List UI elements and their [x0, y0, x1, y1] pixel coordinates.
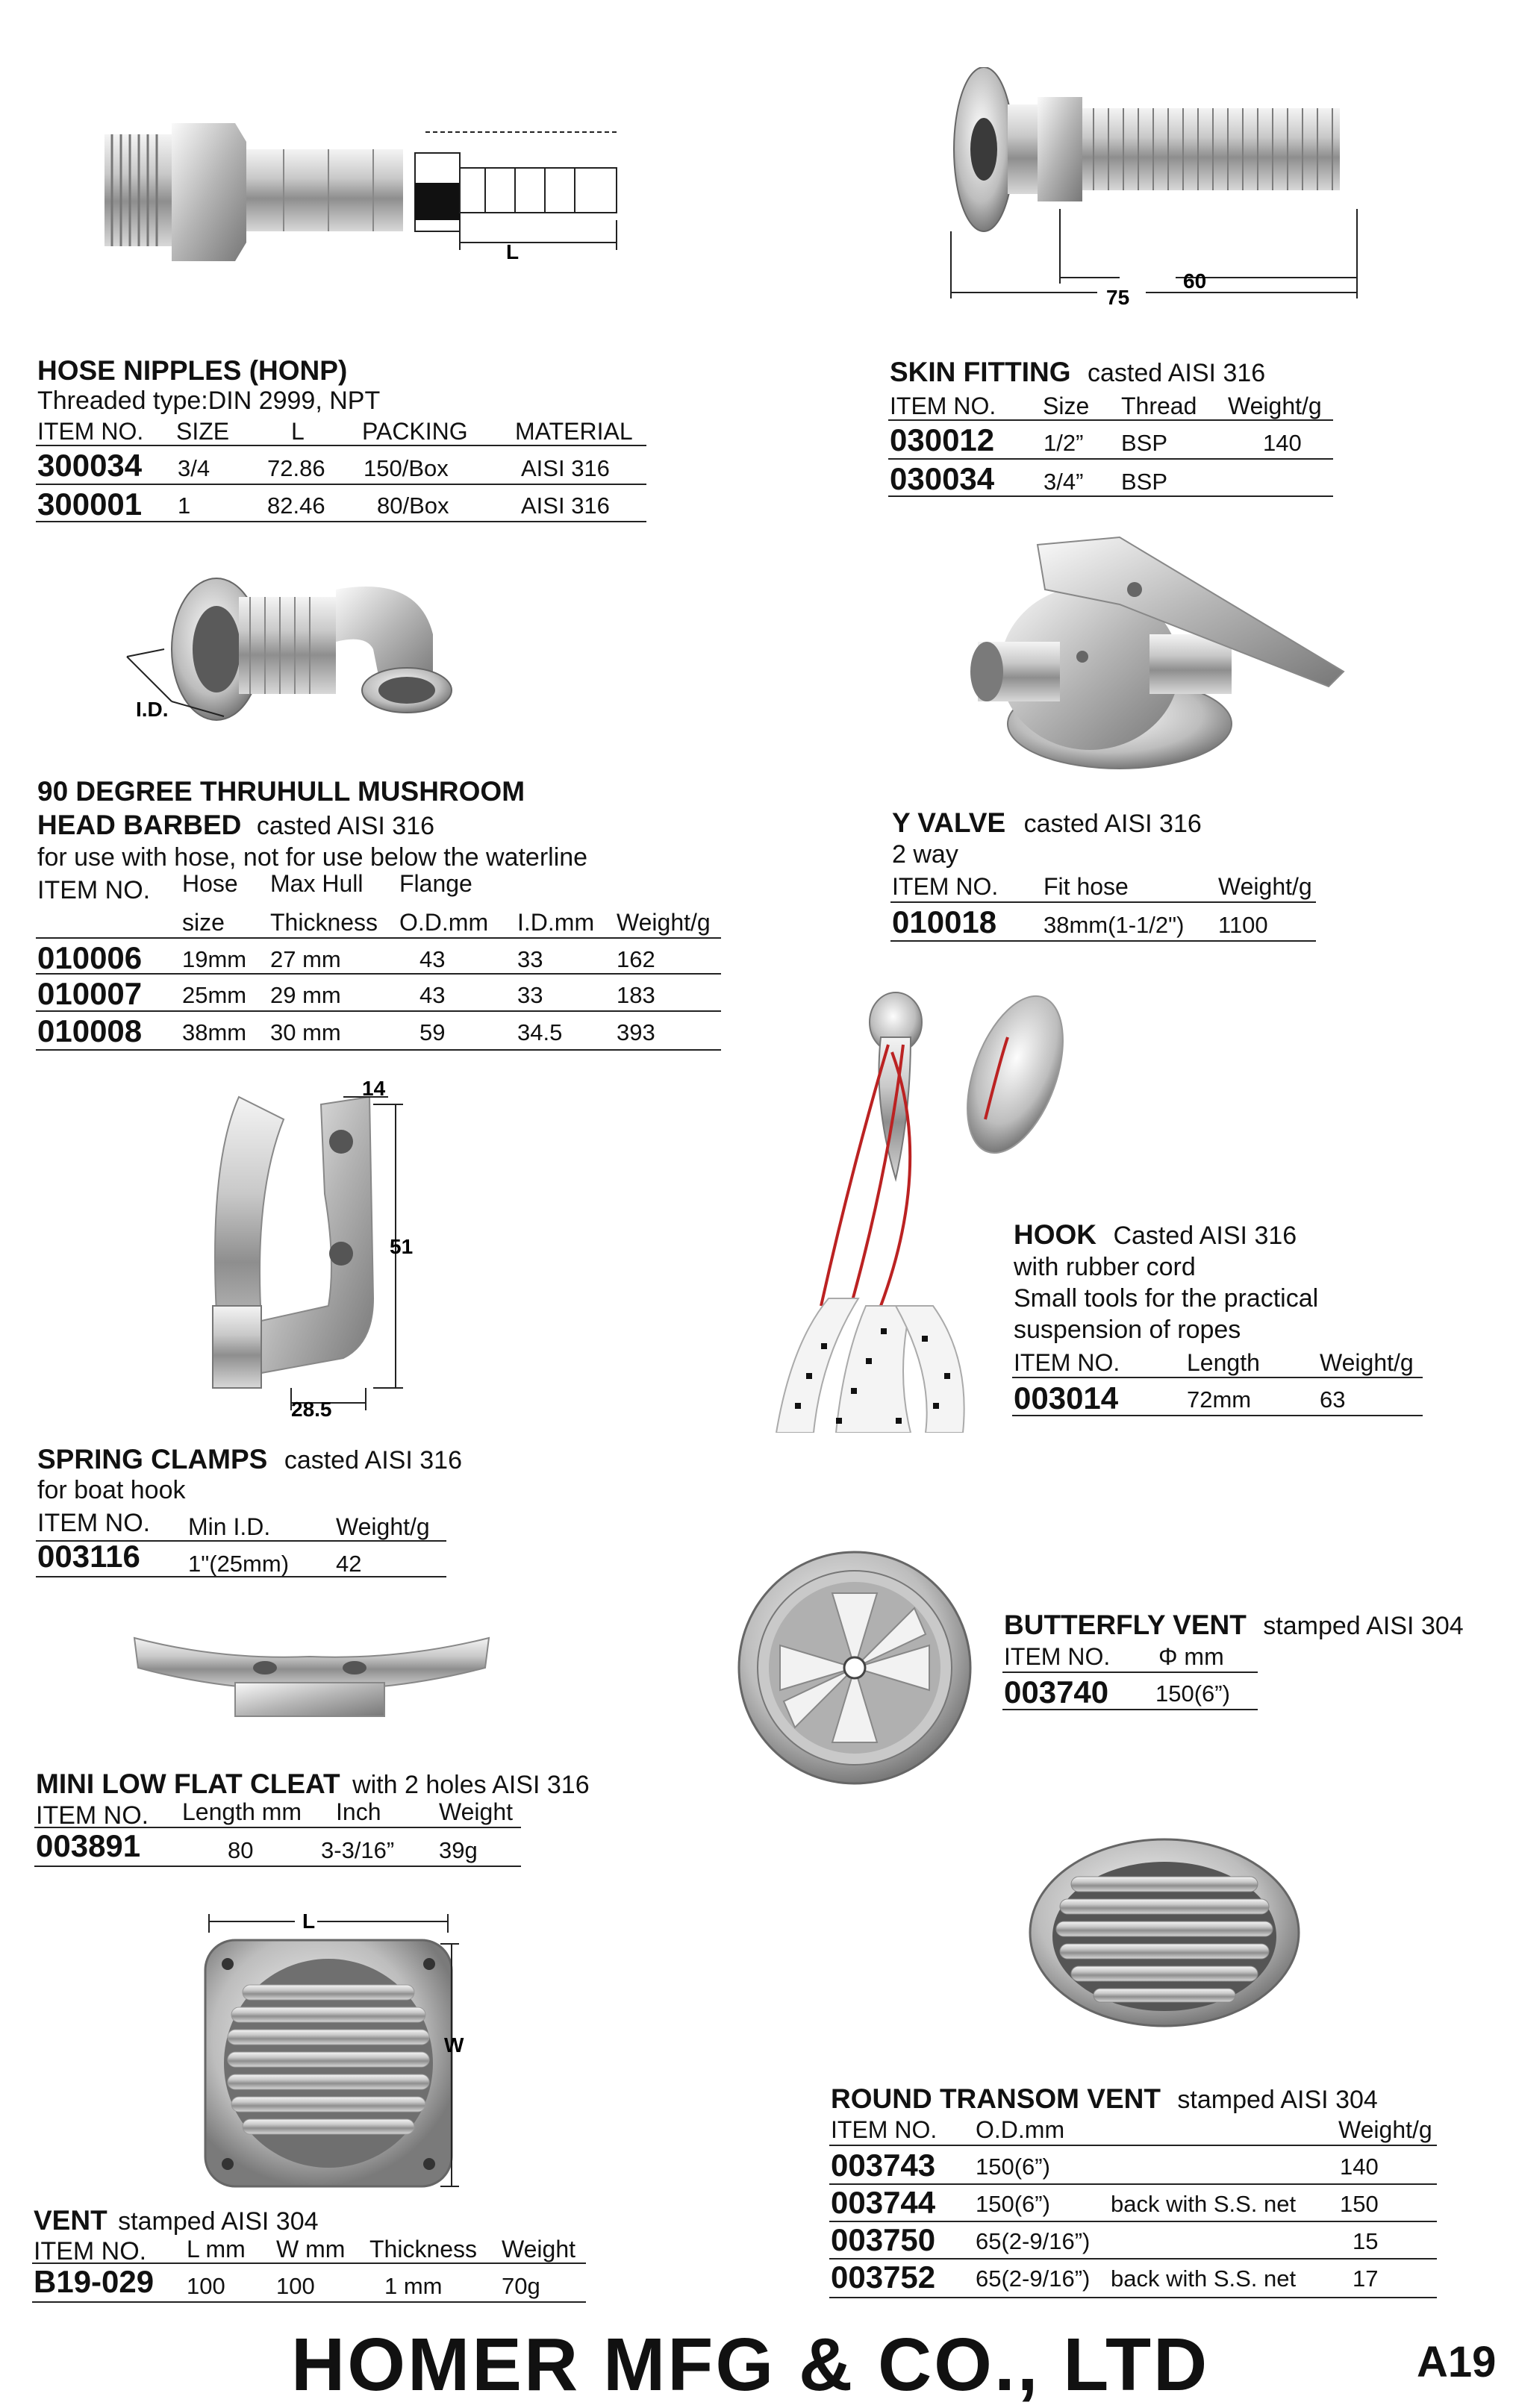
cleat-header-weight: Weight	[439, 1798, 514, 1825]
cell-size: 3/4	[178, 455, 210, 481]
cell-thickness: 30 mm	[270, 1019, 341, 1045]
cell-thickness: 1 mm	[384, 2273, 443, 2299]
cell-weight: 150	[1340, 2191, 1379, 2217]
item-number: 003752	[831, 2260, 936, 2295]
cleat-header-inch: Inch	[336, 1798, 381, 1825]
spring-clamps-title: SPRING CLAMPS	[37, 1444, 268, 1474]
skin-fitting-dim-75: 75	[1106, 286, 1130, 309]
cleat-photo	[131, 1616, 496, 1720]
cell-od: 43	[419, 946, 446, 972]
table-rule	[890, 940, 1316, 942]
butterfly-vent-header-diameter: Φ mm	[1158, 1643, 1224, 1670]
hose-nipples-subtitle: Threaded type:DIN 2999, NPT	[37, 387, 381, 415]
hook-header-length: Length	[1187, 1349, 1260, 1376]
table-rule	[1002, 1709, 1258, 1710]
vent-header-item: ITEM NO.	[34, 2237, 147, 2265]
item-number: 300001	[37, 487, 143, 522]
thruhull-header-maxhull: Max Hull	[270, 870, 364, 897]
item-number: 300034	[37, 448, 143, 483]
butterfly-vent-heading	[1004, 1610, 1464, 1641]
cell-note: back with S.S. net	[1111, 2191, 1297, 2217]
cell-hose: 25mm	[182, 982, 247, 1008]
table-rule	[36, 1049, 721, 1051]
hose-nipples-header-size: SIZE	[176, 418, 230, 445]
page-number: A19	[1417, 2338, 1497, 2386]
vent-dim-l: L	[302, 1910, 316, 1933]
transom-vent-title: ROUND TRANSOM VENT	[831, 2083, 1161, 2114]
cell-weight: 15	[1353, 2228, 1379, 2254]
skin-fitting-header-size: Size	[1043, 393, 1090, 419]
butterfly-vent-title: BUTTERFLY VENT	[1004, 1610, 1247, 1640]
hook-header-item: ITEM NO.	[1014, 1349, 1120, 1376]
cell-weight: 17	[1353, 2265, 1379, 2292]
cell-od: 59	[419, 1019, 446, 1045]
vent-header-thickness: Thickness	[369, 2236, 478, 2262]
skin-fitting-photo	[948, 67, 1366, 313]
table-rule	[36, 445, 646, 446]
cleat-header-item: ITEM NO.	[36, 1801, 149, 1830]
y-valve-header-fithose: Fit hose	[1043, 873, 1129, 900]
thruhull-header-flange: Flange	[399, 870, 472, 897]
spring-clamp-dim-51: 51	[390, 1235, 414, 1258]
cell-length: 72mm	[1187, 1386, 1252, 1413]
skin-fitting-heading	[890, 357, 1265, 388]
thruhull-header-size: size	[182, 909, 225, 936]
spring-clamps-desc: for boat hook	[37, 1476, 186, 1504]
skin-fitting-title: SKIN FITTING	[890, 357, 1071, 387]
hook-desc-2: Small tools for the practical	[1014, 1284, 1319, 1313]
butterfly-vent-header-item: ITEM NO.	[1004, 1643, 1111, 1670]
item-number: 003116	[37, 1539, 140, 1574]
transom-vent-heading	[831, 2083, 1378, 2115]
hose-nipples-header-material: MATERIAL	[515, 418, 633, 445]
cell-weight: 42	[336, 1551, 362, 1577]
item-number: 003740	[1004, 1674, 1109, 1710]
hose-nipples-header-packing: PACKING	[362, 418, 468, 445]
cell-material: AISI 316	[521, 492, 610, 519]
vent-heading	[34, 2205, 319, 2236]
table-rule	[888, 419, 1333, 421]
table-rule	[1012, 1377, 1423, 1378]
thruhull-header-id: I.D.mm	[517, 909, 595, 936]
thruhull-dim-id: I.D.	[136, 698, 169, 721]
cell-weight: 39g	[439, 1837, 478, 1863]
cell-hose: 19mm	[182, 946, 247, 972]
thruhull-heading	[37, 810, 434, 841]
vent-header-l: L mm	[187, 2236, 246, 2262]
cell-thickness: 27 mm	[270, 946, 341, 972]
spring-clamp-photo	[194, 1075, 448, 1418]
vent-dim-w: W	[444, 2033, 464, 2057]
cell-l: 82.46	[267, 492, 325, 519]
hook-header-weight: Weight/g	[1320, 1349, 1414, 1376]
hook-desc-1: with rubber cord	[1014, 1253, 1196, 1281]
table-rule	[36, 937, 721, 939]
item-number: 003743	[831, 2148, 936, 2183]
cell-note: back with S.S. net	[1111, 2265, 1297, 2292]
skin-fitting-subtitle: casted AISI 316	[1088, 359, 1266, 387]
thruhull-header-od: O.D.mm	[399, 909, 489, 936]
cleat-heading	[36, 1769, 590, 1800]
cell-weight: 393	[617, 1019, 655, 1045]
thruhull-title-line1: 90 DEGREE THRUHULL MUSHROOM	[37, 776, 525, 807]
cell-packing: 150/Box	[364, 455, 449, 481]
hose-nipples-header-l: L	[291, 418, 305, 445]
item-number: 030012	[890, 422, 995, 457]
cell-weight: 140	[1263, 430, 1302, 456]
skin-fitting-header-weight: Weight/g	[1228, 393, 1322, 419]
transom-vent-header-od: O.D.mm	[976, 2116, 1065, 2143]
hook-title: HOOK	[1014, 1219, 1096, 1250]
table-rule	[36, 1576, 446, 1577]
company-name: HOMER MFG & CO., LTD	[291, 2323, 1210, 2407]
spring-clamps-header-minid: Min I.D.	[188, 1513, 271, 1540]
table-rule	[36, 521, 646, 522]
y-valve-title: Y VALVE	[892, 807, 1006, 838]
thruhull-header-item: ITEM NO.	[37, 876, 151, 904]
item-number: 010006	[37, 940, 143, 975]
cell-length: 80	[228, 1837, 254, 1863]
table-rule	[36, 1010, 721, 1012]
thruhull-header-thickness: Thickness	[270, 909, 378, 936]
thruhull-header-weight: Weight/g	[617, 909, 711, 936]
cell-od: 43	[419, 982, 446, 1008]
spring-clamps-subtitle: casted AISI 316	[284, 1446, 462, 1474]
thruhull-desc: for use with hose, not for use below the waterline	[37, 843, 588, 872]
item-number: B19-029	[34, 2264, 155, 2299]
item-number: 003014	[1014, 1380, 1119, 1416]
y-valve-photo	[970, 522, 1358, 776]
table-rule	[32, 2301, 586, 2303]
cell-w: 100	[276, 2273, 315, 2299]
spring-clamps-heading	[37, 1444, 462, 1475]
thruhull-photo	[119, 545, 493, 731]
spring-clamp-dim-14: 14	[362, 1077, 386, 1100]
cell-diameter: 150(6”)	[1155, 1680, 1230, 1707]
hose-nipple-diagram	[411, 131, 627, 265]
cell-thread: BSP	[1121, 469, 1168, 495]
cell-od: 65(2-9/16”)	[976, 2265, 1091, 2292]
cell-id: 33	[517, 946, 543, 972]
cell-inch: 3-3/16”	[321, 1837, 395, 1863]
y-valve-header-item: ITEM NO.	[892, 873, 999, 900]
spring-clamps-header-weight: Weight/g	[336, 1513, 430, 1540]
hose-nipple-photo	[97, 112, 411, 284]
vent-header-weight: Weight	[502, 2236, 576, 2262]
cell-hose: 38mm	[182, 1019, 247, 1045]
hook-heading	[1014, 1219, 1297, 1251]
spring-clamps-header-item: ITEM NO.	[37, 1509, 151, 1537]
cleat-title: MINI LOW FLAT CLEAT	[36, 1769, 340, 1799]
cell-fit-hose: 38mm(1-1/2")	[1043, 912, 1185, 938]
table-rule	[36, 484, 646, 485]
hook-subtitle: Casted AISI 316	[1113, 1222, 1297, 1250]
table-rule	[888, 458, 1333, 460]
spring-clamp-dim-28-5: 28.5	[291, 1398, 332, 1418]
hose-nipples-header-item: ITEM NO.	[37, 418, 144, 445]
cell-weight: 70g	[502, 2273, 540, 2299]
table-rule	[888, 495, 1333, 497]
item-number: 003891	[36, 1828, 141, 1863]
vent-header-w: W mm	[276, 2236, 346, 2262]
cell-thread: BSP	[1121, 430, 1168, 456]
cell-size: 1/2”	[1043, 430, 1084, 456]
hose-nipples-title: HOSE NIPPLES (HONP)	[37, 355, 348, 386]
table-rule	[34, 1866, 521, 1867]
cleat-header-length: Length mm	[182, 1798, 302, 1825]
skin-fitting-dim-60: 60	[1183, 269, 1207, 293]
thruhull-subtitle: casted AISI 316	[256, 812, 435, 840]
cleat-subtitle: with 2 holes AISI 316	[352, 1771, 590, 1799]
cell-weight: 1100	[1218, 912, 1268, 938]
vent-subtitle: stamped AISI 304	[118, 2207, 319, 2236]
item-number: 003750	[831, 2222, 936, 2257]
table-rule	[1012, 1415, 1423, 1416]
cell-packing: 80/Box	[377, 492, 449, 519]
cell-weight: 140	[1340, 2154, 1379, 2180]
hose-nipple-dim-l: L	[506, 240, 520, 263]
butterfly-vent-subtitle: stamped AISI 304	[1263, 1612, 1464, 1640]
table-rule	[829, 2297, 1437, 2298]
item-number: 010008	[37, 1013, 143, 1048]
skin-fitting-header-thread: Thread	[1121, 393, 1197, 419]
cell-id: 33	[517, 982, 543, 1008]
cell-od: 65(2-9/16”)	[976, 2228, 1091, 2254]
y-valve-subtitle: casted AISI 316	[1023, 810, 1202, 838]
item-number: 030034	[890, 461, 995, 496]
transom-vent-header-item: ITEM NO.	[831, 2116, 938, 2143]
table-rule	[36, 973, 721, 975]
cell-weight: 162	[617, 946, 655, 972]
cell-id: 34.5	[517, 1019, 563, 1045]
cell-size: 3/4”	[1043, 469, 1084, 495]
cell-od: 150(6”)	[976, 2154, 1050, 2180]
table-rule	[890, 901, 1316, 903]
cell-weight: 183	[617, 982, 655, 1008]
thruhull-header-hose: Hose	[182, 870, 238, 897]
item-number: 010007	[37, 976, 143, 1011]
transom-vent-photo	[1026, 1836, 1303, 2030]
cell-l: 100	[187, 2273, 225, 2299]
cell-weight: 63	[1320, 1386, 1346, 1413]
transom-vent-header-weight: Weight/g	[1338, 2116, 1432, 2143]
cell-material: AISI 316	[521, 455, 610, 481]
transom-vent-subtitle: stamped AISI 304	[1177, 2086, 1378, 2114]
butterfly-vent-photo	[735, 1548, 974, 1787]
cell-size: 1	[178, 492, 191, 519]
vent-title: VENT	[34, 2205, 107, 2236]
y-valve-desc: 2 way	[892, 840, 958, 869]
vent-photo	[190, 1910, 504, 2209]
cell-l: 72.86	[267, 455, 325, 481]
cell-min-id: 1"(25mm)	[188, 1551, 290, 1577]
table-rule	[829, 2145, 1437, 2146]
table-rule	[1002, 1671, 1258, 1673]
y-valve-heading	[892, 807, 1202, 839]
skin-fitting-header-item: ITEM NO.	[890, 393, 996, 419]
y-valve-header-weight: Weight/g	[1218, 873, 1312, 900]
cell-thickness: 29 mm	[270, 982, 341, 1008]
item-number: 010018	[892, 904, 997, 939]
thruhull-title-line2: HEAD BARBED	[37, 810, 242, 840]
item-number: 003744	[831, 2185, 936, 2220]
hook-desc-3: suspension of ropes	[1014, 1316, 1241, 1344]
cell-od: 150(6”)	[976, 2191, 1050, 2217]
